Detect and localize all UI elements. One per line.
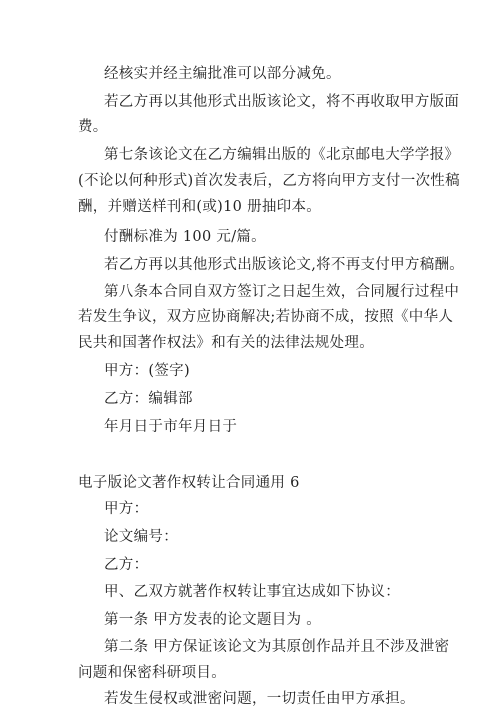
text-line: 付酬标准为 100 元/篇。 (104, 229, 266, 245)
text-line: 若发生侵权或泄密问题，一切责任由甲方承担。 (104, 691, 415, 707)
text-line: 问题和保密科研项目。 (78, 665, 226, 681)
text-line: 论文编号： (104, 529, 178, 545)
text-line: 乙方：编辑部 (104, 391, 193, 407)
section-heading: 电子版论文著作权转让合同通用 6 (78, 475, 300, 491)
text-line: 年月日于市年月日于 (104, 419, 238, 435)
text-line: 酬，并赠送样刊和(或)10 册抽印本。 (78, 199, 322, 215)
text-line: (不论以何种形式)首次发表后，乙方将向甲方支付一次性稿 (78, 173, 460, 189)
text-line: 若乙方再以其他形式出版该论文，将不再收取甲方版面 (104, 94, 460, 110)
text-line: 若发生争议，双方应协商解决;若协商不成，按照《中华人 (78, 309, 454, 325)
text-line: 第七条该论文在乙方编辑出版的《北京邮电大学学报》 (104, 147, 460, 163)
text-line: 甲方： (104, 501, 149, 517)
text-line: 第八条本合同自双方签订之日起生效，合同履行过程中 (104, 284, 460, 300)
text-line: 甲方：(签字) (104, 363, 190, 379)
text-line: 费。 (78, 119, 108, 135)
text-line: 乙方： (104, 557, 149, 573)
text-line: 若乙方再以其他形式出版该论文,将不再支付甲方稿酬。 (104, 257, 465, 273)
text-line: 第一条 甲方发表的论文题目为 。 (104, 612, 322, 628)
text-line: 甲、乙双方就著作权转让事宜达成如下协议： (104, 584, 400, 600)
text-line: 经核实并经主编批准可以部分减免。 (104, 66, 341, 82)
text-line: 第二条 甲方保证该论文为其原创作品并且不涉及泄密 (104, 639, 450, 655)
text-line: 民共和国著作权法》和有关的法律法规处理。 (78, 335, 374, 351)
